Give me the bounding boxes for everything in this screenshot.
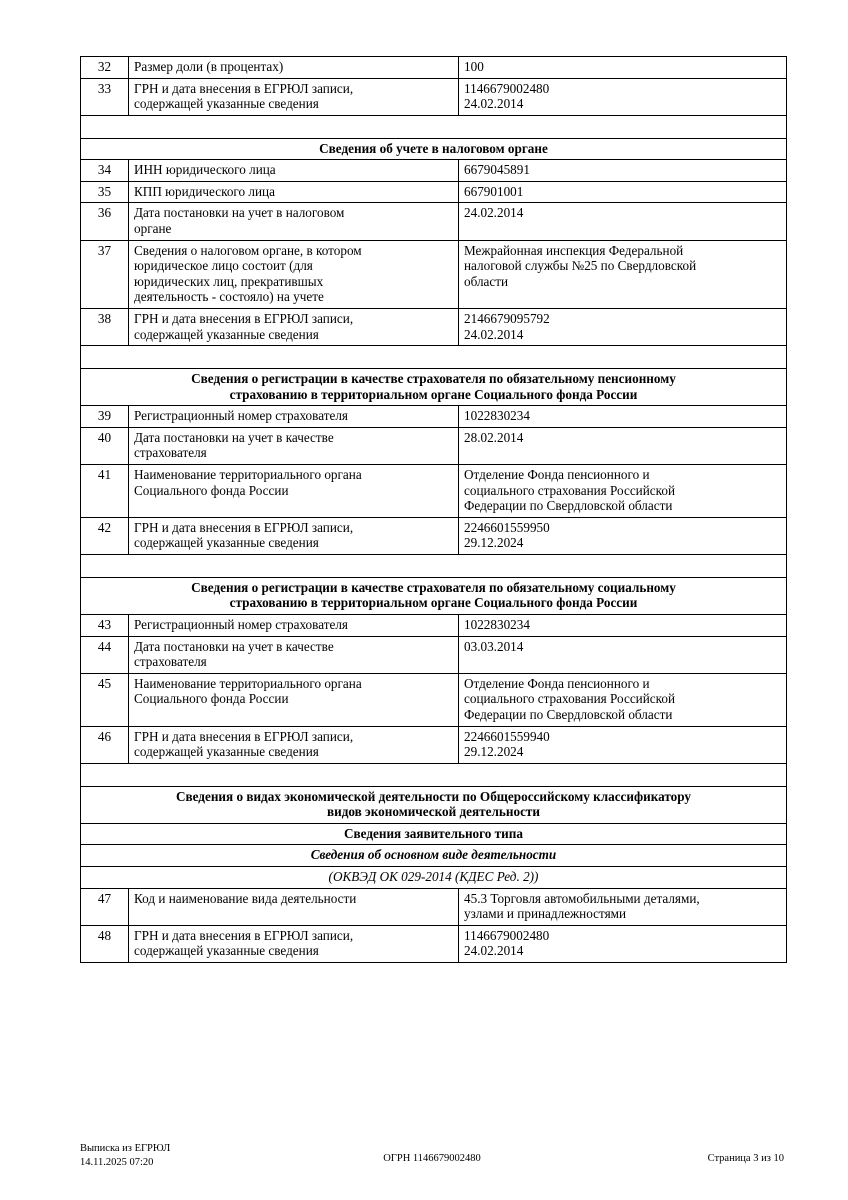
section-title	[81, 786, 787, 823]
row-indicator-value	[459, 888, 787, 925]
section-title	[81, 369, 787, 406]
row-indicator-value	[459, 406, 787, 428]
row-indicator-name	[129, 240, 459, 308]
cell-line: страхованию в территориальном органе Социального фонда России	[229, 595, 638, 611]
cell-line: Сведения о регистрации в качестве страхователя по обязательному пенсионному	[191, 371, 676, 387]
cell-line: 45.3 Торговля автомобильными деталями,	[464, 890, 700, 906]
row-number: 38	[81, 308, 129, 345]
table-spacer-cell	[81, 763, 787, 786]
cell-line: 24.02.2014	[464, 326, 524, 342]
row-indicator-name	[129, 726, 459, 763]
subsection-note	[81, 866, 787, 888]
cell-line: ГРН и дата внесения в ЕГРЮЛ записи,	[134, 80, 354, 96]
cell-line: Дата постановки на учет в качестве	[134, 429, 334, 445]
table-section-row	[81, 786, 787, 823]
cell-line: ГРН и дата внесения в ЕГРЮЛ записи,	[134, 927, 354, 943]
table-section-row	[81, 577, 787, 614]
cell-line: Социального фонда России	[134, 691, 289, 707]
table-row	[81, 308, 787, 345]
row-number: 48	[81, 925, 129, 962]
cell-line: 2246601559940	[464, 728, 550, 744]
subsection-italic-title	[81, 845, 787, 867]
row-indicator-value	[459, 78, 787, 115]
table-row	[81, 181, 787, 203]
row-indicator-name	[129, 925, 459, 962]
cell-line: 1146679002480	[464, 80, 550, 96]
table-row	[81, 427, 787, 464]
table-row	[81, 673, 787, 726]
cell-line: Отделение Фонда пенсионного и	[464, 466, 650, 482]
row-indicator-name	[129, 517, 459, 554]
row-number: 33	[81, 78, 129, 115]
row-number: 35	[81, 181, 129, 203]
row-indicator-name	[129, 636, 459, 673]
row-number: 32	[81, 57, 129, 79]
table-spacer-cell	[81, 346, 787, 369]
row-indicator-value	[459, 203, 787, 240]
cell-line: юридическое лицо состоит (для	[134, 258, 313, 274]
row-indicator-name	[129, 427, 459, 464]
table-spacer-row	[81, 554, 787, 577]
table-row	[81, 203, 787, 240]
table-row	[81, 57, 787, 79]
cell-line: 03.03.2014	[464, 638, 524, 654]
cell-line: ГРН и дата внесения в ЕГРЮЛ записи,	[134, 310, 354, 326]
row-number: 45	[81, 673, 129, 726]
cell-line: Федерации по Свердловской области	[464, 706, 673, 722]
cell-line: (ОКВЭД ОК 029-2014 (КДЕС Ред. 2))	[328, 868, 539, 884]
table-subsection-italic-row	[81, 845, 787, 867]
row-number: 36	[81, 203, 129, 240]
section-title	[81, 577, 787, 614]
cell-line: КПП юридического лица	[134, 183, 275, 199]
cell-line: Федерации по Свердловской области	[464, 498, 673, 514]
cell-line: Наименование территориального органа	[134, 466, 362, 482]
row-indicator-name	[129, 888, 459, 925]
cell-line: органе	[134, 221, 172, 237]
cell-line: ИНН юридического лица	[134, 162, 276, 178]
cell-line: Отделение Фонда пенсионного и	[464, 675, 650, 691]
cell-line: деятельность - состояло) на учете	[134, 289, 324, 305]
table-row	[81, 615, 787, 637]
cell-line: страхованию в территориальном органе Социального фонда России	[229, 386, 638, 402]
row-indicator-value	[459, 308, 787, 345]
cell-line: 2146679095792	[464, 310, 550, 326]
cell-line: социального страхования Российской	[464, 482, 676, 498]
row-number: 40	[81, 427, 129, 464]
row-indicator-name	[129, 181, 459, 203]
row-indicator-name	[129, 308, 459, 345]
table-row	[81, 925, 787, 962]
row-indicator-value	[459, 181, 787, 203]
cell-line: 1022830234	[464, 617, 530, 633]
cell-line: Код и наименование вида деятельности	[134, 890, 357, 906]
cell-line: 1022830234	[464, 408, 530, 424]
row-indicator-value	[459, 464, 787, 517]
cell-line: страхователя	[134, 654, 207, 670]
section-title	[81, 138, 787, 160]
cell-line: 6679045891	[464, 162, 530, 178]
cell-line: Сведения о регистрации в качестве страхователя по обязательному социальному	[191, 579, 676, 595]
row-indicator-name	[129, 406, 459, 428]
footer-left	[80, 1142, 312, 1170]
table-row	[81, 726, 787, 763]
cell-line: юридических лиц, прекратившых	[134, 273, 324, 289]
row-indicator-value	[459, 160, 787, 182]
table-row	[81, 78, 787, 115]
table-spacer-cell	[81, 554, 787, 577]
cell-line: Социального фонда России	[134, 482, 289, 498]
cell-line: Сведения о видах экономической деятельности по Общероссийскому классификатору	[175, 788, 692, 804]
table-row	[81, 240, 787, 308]
cell-line: Размер доли (в процентах)	[134, 59, 284, 74]
cell-line: 29.12.2024	[464, 535, 524, 551]
cell-line: налоговой службы №25 по Свердловской	[464, 258, 697, 274]
table-row	[81, 888, 787, 925]
row-indicator-name	[129, 57, 459, 79]
footer-doc-label: Выписка из ЕГРЮЛ	[80, 1142, 171, 1154]
row-number: 41	[81, 464, 129, 517]
cell-line: содержащей указанные сведения	[134, 744, 319, 760]
row-indicator-value	[459, 726, 787, 763]
cell-line: содержащей указанные сведения	[134, 943, 319, 959]
egrul-table	[80, 56, 787, 963]
row-number: 46	[81, 726, 129, 763]
row-number: 44	[81, 636, 129, 673]
table-row	[81, 464, 787, 517]
table-spacer-cell	[81, 115, 787, 138]
table-spacer-row	[81, 115, 787, 138]
cell-line: 28.02.2014	[464, 429, 524, 445]
footer-page-number: Страница 3 из 10	[707, 1152, 784, 1164]
row-indicator-name	[129, 203, 459, 240]
table-row	[81, 160, 787, 182]
table-section-row	[81, 138, 787, 160]
row-indicator-value	[459, 636, 787, 673]
row-indicator-name	[129, 78, 459, 115]
cell-line: видов экономической деятельности	[326, 804, 540, 820]
cell-line: ГРН и дата внесения в ЕГРЮЛ записи,	[134, 519, 354, 535]
table-section-row	[81, 369, 787, 406]
cell-line: узлами и принадлежностями	[464, 906, 627, 922]
row-number: 34	[81, 160, 129, 182]
table-spacer-row	[81, 763, 787, 786]
table-subsection-row	[81, 823, 787, 845]
cell-line: 24.02.2014	[464, 96, 524, 112]
cell-line: 100	[464, 59, 484, 74]
cell-line: 1146679002480	[464, 927, 550, 943]
row-indicator-value	[459, 615, 787, 637]
row-indicator-value	[459, 57, 787, 79]
cell-line: Дата постановки на учет в налоговом	[134, 205, 345, 221]
cell-line: 24.02.2014	[464, 205, 524, 221]
footer-timestamp: 14.11.2025 07:20	[80, 1156, 154, 1168]
row-number: 42	[81, 517, 129, 554]
cell-line: Межрайонная инспекция Федеральной	[464, 242, 684, 258]
footer-ogrn: ОГРН 1146679002480	[383, 1152, 481, 1164]
row-indicator-value	[459, 517, 787, 554]
row-indicator-value	[459, 240, 787, 308]
cell-line: содержащей указанные сведения	[134, 326, 319, 342]
cell-line: Сведения заявительного типа	[344, 825, 523, 841]
row-number: 39	[81, 406, 129, 428]
cell-line: 24.02.2014	[464, 943, 524, 959]
cell-line: 2246601559950	[464, 519, 550, 535]
cell-line: ГРН и дата внесения в ЕГРЮЛ записи,	[134, 728, 354, 744]
subsection-title	[81, 823, 787, 845]
row-indicator-value	[459, 427, 787, 464]
cell-line: Регистрационный номер страхователя	[134, 408, 348, 424]
cell-line: Наименование территориального органа	[134, 675, 362, 691]
cell-line: социального страхования Российской	[464, 691, 676, 707]
row-number: 43	[81, 615, 129, 637]
cell-line: Сведения об учете в налоговом органе	[319, 140, 548, 156]
cell-line: содержащей указанные сведения	[134, 96, 319, 112]
cell-line: Регистрационный номер страхователя	[134, 617, 348, 633]
row-indicator-name	[129, 615, 459, 637]
row-number: 47	[81, 888, 129, 925]
cell-line: области	[464, 273, 509, 289]
cell-line: Дата постановки на учет в качестве	[134, 638, 334, 654]
row-indicator-name	[129, 673, 459, 726]
table-subsection-note-row	[81, 866, 787, 888]
cell-line: Сведения об основном виде деятельности	[310, 847, 557, 863]
page-footer	[80, 1142, 784, 1170]
cell-line: страхователя	[134, 445, 207, 461]
row-indicator-value	[459, 673, 787, 726]
cell-line: содержащей указанные сведения	[134, 535, 319, 551]
cell-line: Сведения о налоговом органе, в котором	[134, 242, 362, 258]
table-row	[81, 517, 787, 554]
row-indicator-value	[459, 925, 787, 962]
table-row	[81, 636, 787, 673]
table-row	[81, 406, 787, 428]
row-indicator-name	[129, 464, 459, 517]
cell-line: 667901001	[464, 183, 524, 199]
row-indicator-name	[129, 160, 459, 182]
table-spacer-row	[81, 346, 787, 369]
row-number: 37	[81, 240, 129, 308]
egrul-table-body	[81, 57, 787, 963]
cell-line: 29.12.2024	[464, 744, 524, 760]
